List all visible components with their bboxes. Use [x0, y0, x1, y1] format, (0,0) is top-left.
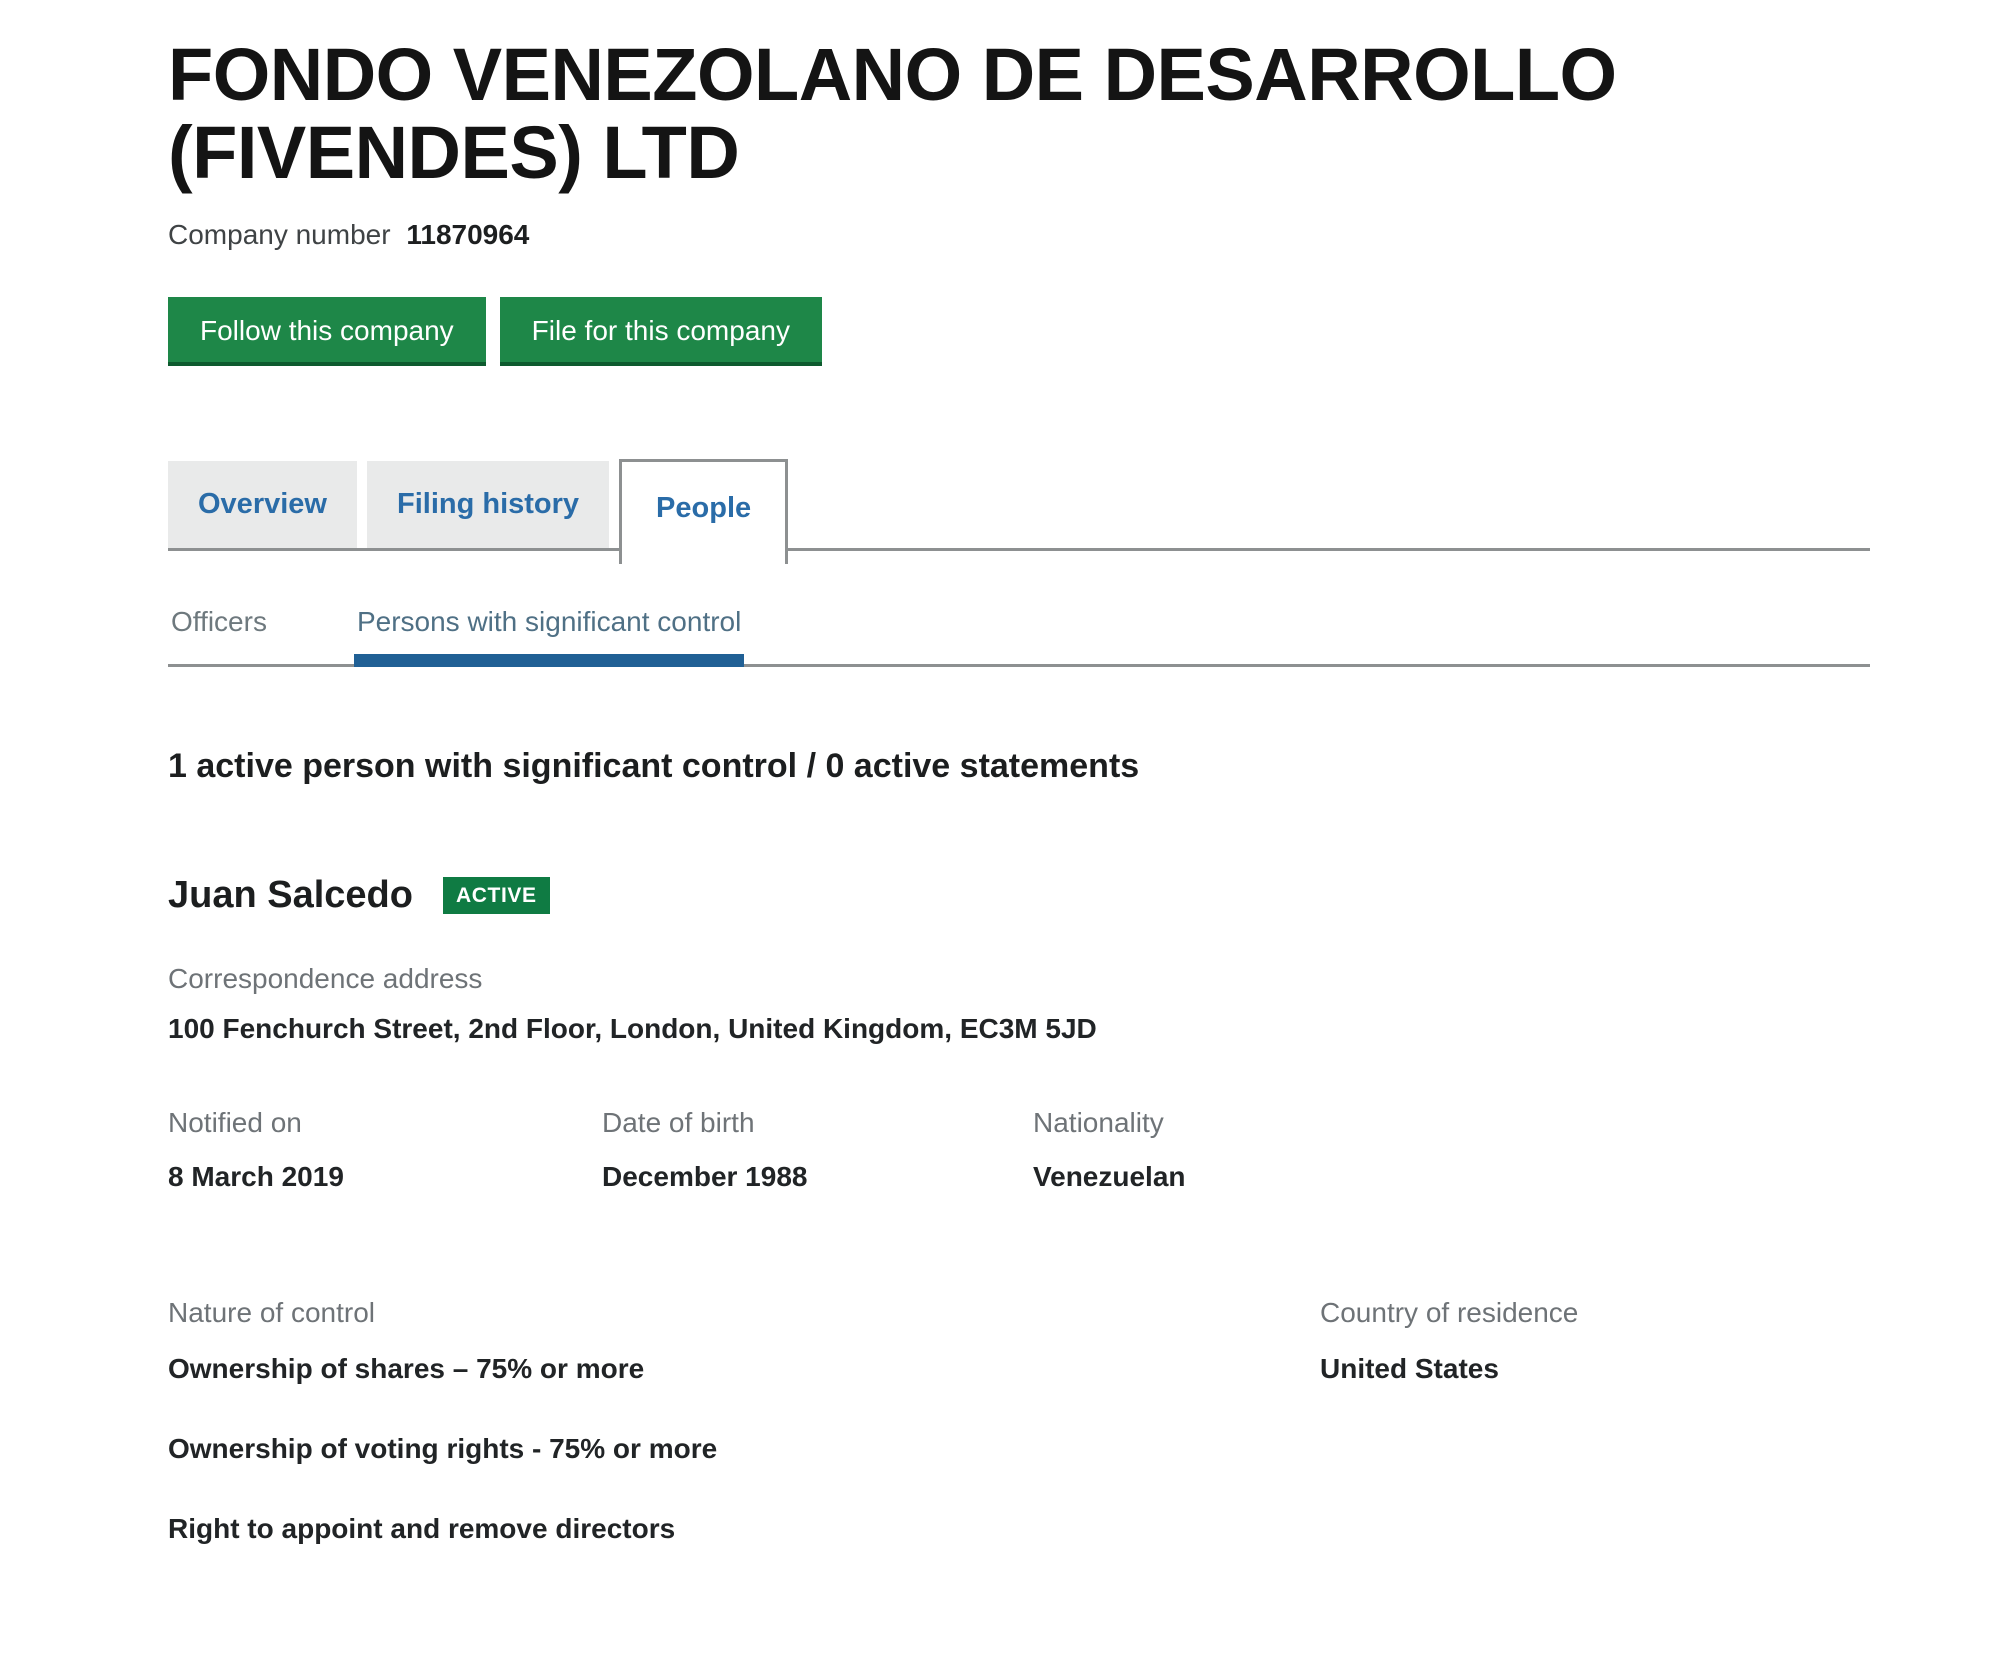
people-subnav — [168, 606, 1870, 667]
nature-of-control-section — [168, 1297, 1320, 1545]
date-of-birth-label: Date of birth — [602, 1106, 755, 1138]
follow-company-button[interactable]: Follow this company — [168, 297, 486, 366]
date-of-birth-cell — [602, 1107, 1033, 1193]
nature-of-control-item: Ownership of shares – 75% or more — [168, 1352, 645, 1384]
nature-of-control-item: Right to appoint and remove directors — [168, 1512, 676, 1544]
country-of-residence-value: United States — [1320, 1352, 1499, 1384]
country-of-residence-section — [1320, 1297, 1870, 1545]
correspondence-address-value: 100 Fenchurch Street, 2nd Floor, London, United Kingdom, EC3M 5JD — [168, 1012, 1097, 1044]
company-number-label: Company number — [168, 218, 391, 250]
nationality-value: Venezuelan — [1033, 1160, 1186, 1192]
company-number-value: 11870964 — [406, 218, 530, 250]
psc-person-card — [168, 874, 1870, 1545]
control-and-residence-row — [168, 1297, 1870, 1545]
company-tabs — [168, 446, 1870, 564]
company-number — [168, 219, 1870, 251]
subnav-persons-with-significant-control[interactable]: Persons with significant control — [354, 606, 744, 667]
nature-of-control-item: Ownership of voting rights - 75% or more — [168, 1432, 718, 1464]
tab-people[interactable]: People — [619, 459, 788, 564]
notified-on-value: 8 March 2019 — [168, 1160, 344, 1192]
nationality-label: Nationality — [1033, 1106, 1164, 1138]
date-of-birth-value: December 1988 — [602, 1160, 808, 1192]
tabs-row — [168, 459, 788, 564]
country-of-residence-label: Country of residence — [1320, 1296, 1579, 1328]
notified-on-cell — [168, 1107, 602, 1193]
company-name-heading: FONDO VENEZOLANO DE DESARROLLO (FIVENDES) LTD — [168, 33, 1617, 195]
notified-on-label: Notified on — [168, 1106, 302, 1138]
subnav-officers[interactable]: Officers — [171, 605, 267, 637]
correspondence-address-label: Correspondence address — [168, 962, 483, 994]
status-badge: ACTIVE — [443, 877, 550, 914]
action-buttons — [168, 297, 1870, 366]
tab-overview[interactable]: Overview — [168, 461, 357, 548]
person-name: Juan Salcedo — [168, 873, 413, 916]
psc-summary-heading: 1 active person with significant control / 0 active statements — [168, 746, 1140, 785]
tab-filing-history[interactable]: Filing history — [367, 461, 609, 548]
person-name-row — [168, 874, 1870, 917]
file-company-button[interactable]: File for this company — [500, 297, 822, 366]
nature-of-control-label: Nature of control — [168, 1296, 375, 1328]
person-details-grid — [168, 1107, 1870, 1193]
nationality-cell — [1033, 1107, 1870, 1193]
